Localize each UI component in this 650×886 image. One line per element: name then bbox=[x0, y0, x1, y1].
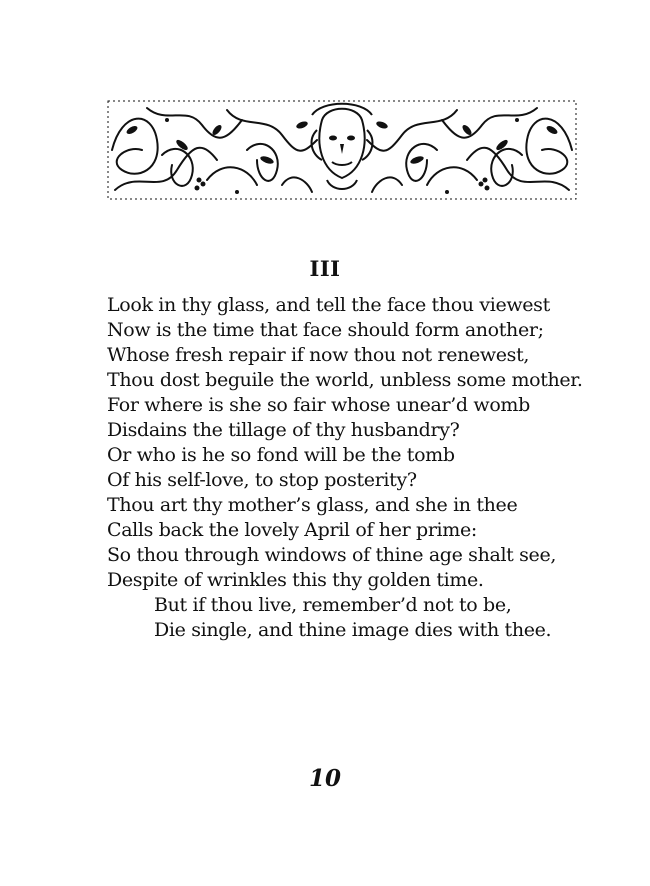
poem-line: Thou dost beguile the world, unbless some mother. bbox=[107, 369, 583, 391]
page-number: 10 bbox=[308, 765, 341, 792]
couplet-line: Die single, and thine image dies with thee. bbox=[154, 619, 552, 641]
poem-line: For where is she so fair whose unear’d womb bbox=[107, 394, 530, 416]
poem-line: Despite of wrinkles this thy golden time. bbox=[107, 569, 484, 591]
poem-line: Now is the time that face should form another; bbox=[107, 319, 544, 341]
poem-line: So thou through windows of thine age shalt see, bbox=[107, 544, 557, 566]
poem-line: Thou art thy mother’s glass, and she in thee bbox=[107, 494, 518, 516]
poem-line: Disdains the tillage of thy husbandry? bbox=[107, 419, 460, 441]
poem-line: Look in thy glass, and tell the face thou viewest bbox=[107, 294, 550, 316]
poem-line: Of his self-love, to stop posterity? bbox=[107, 469, 417, 491]
poem-line: Or who is he so fond will be the tomb bbox=[107, 444, 455, 466]
sonnet-text bbox=[107, 293, 627, 643]
floral-headpiece-ornament-icon bbox=[107, 100, 577, 200]
couplet-line: But if thou live, remember’d not to be, bbox=[154, 594, 512, 616]
sonnet-number: III bbox=[309, 256, 341, 281]
poem-line: Whose fresh repair if now thou not renewest, bbox=[107, 344, 530, 366]
poem-line: Calls back the lovely April of her prime: bbox=[107, 519, 477, 541]
